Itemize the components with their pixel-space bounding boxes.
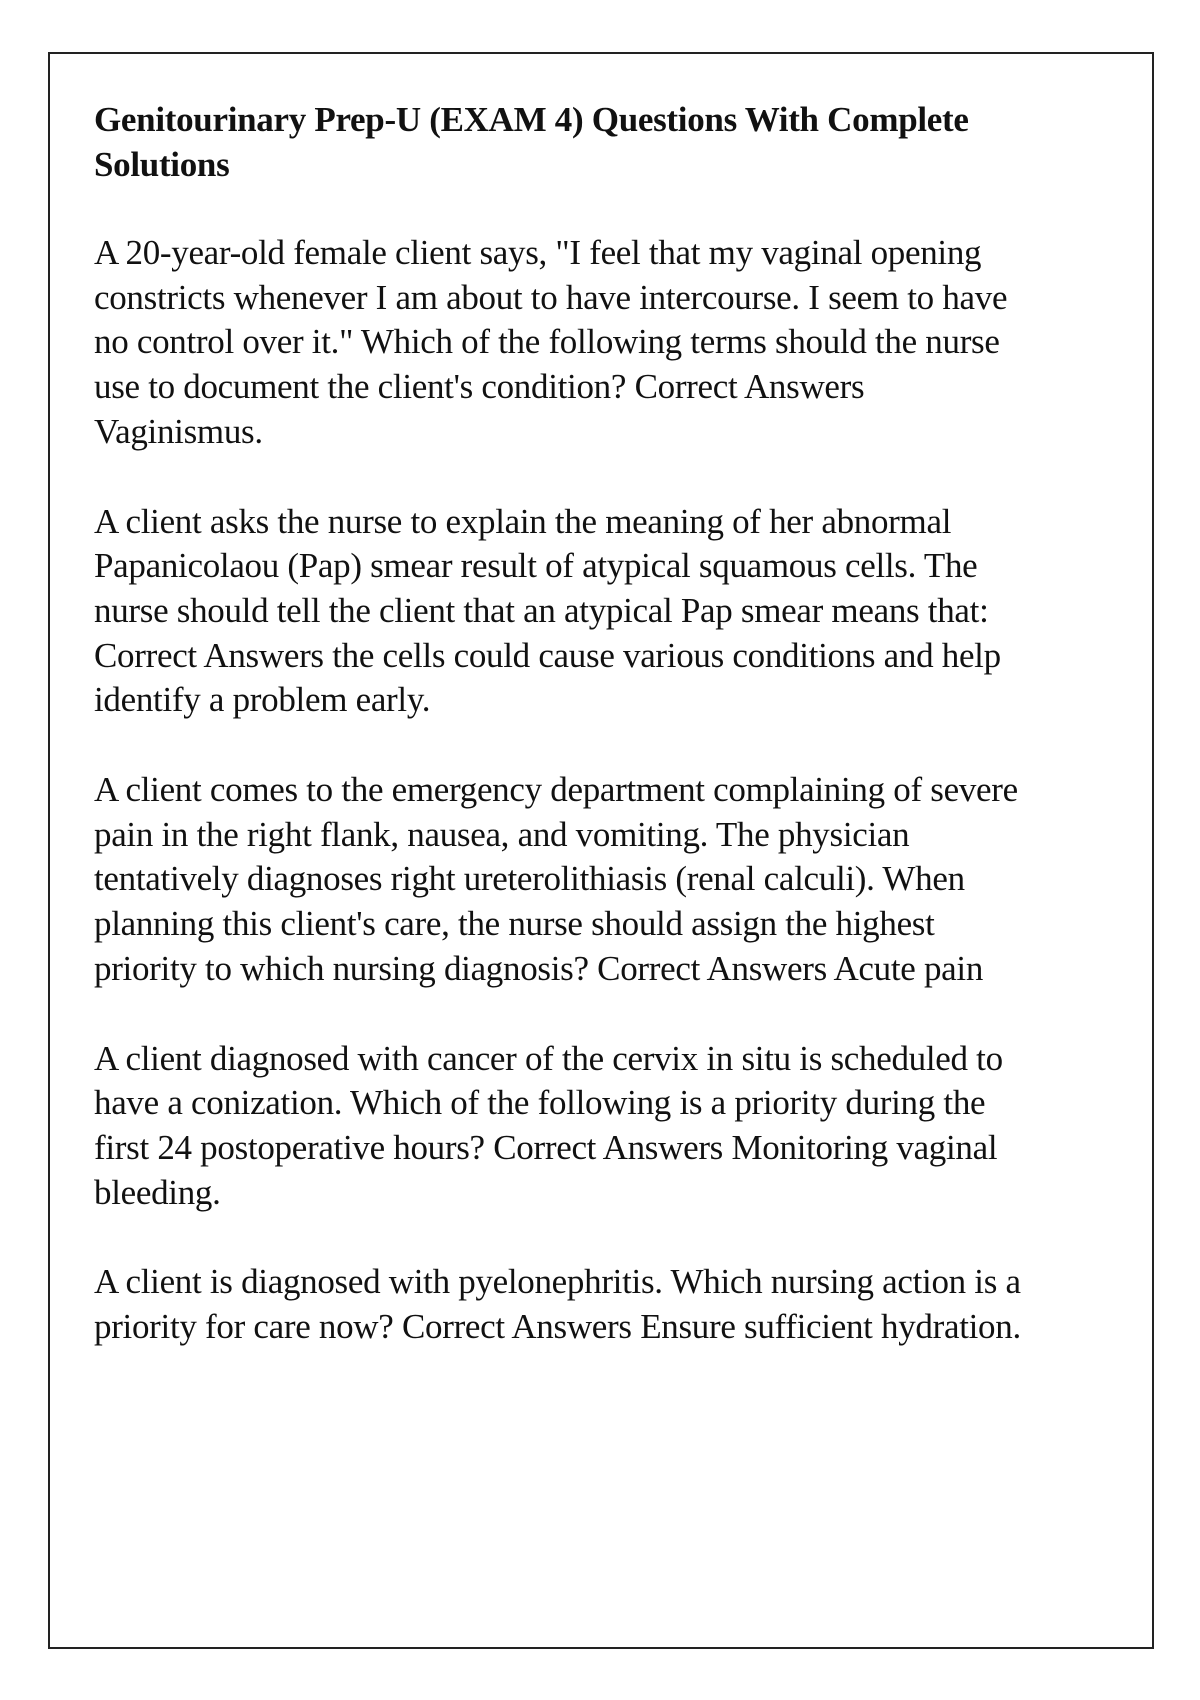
question-text: A client comes to the emergency department complaining of severe pain in the right flank, nausea, and vomiting. The physician tentatively diagnoses right ureterolithiasis (renal calculi). When planning this client's care, the nurse should assign the highest priority to which nursing diagnosis? xyxy=(94,770,1018,988)
question-item-3 xyxy=(94,768,1024,992)
answer-label: Correct Answers xyxy=(493,1127,724,1167)
question-item-5 xyxy=(94,1260,1024,1349)
document-title: Genitourinary Prep-U (EXAM 4) Questions With Complete Solutions xyxy=(94,100,969,184)
question-text: A client diagnosed with cancer of the cervix in situ is scheduled to have a conization. Which of the following is a priority during the first 24 postoperative hours? xyxy=(94,1038,1003,1167)
question-text: A client is diagnosed with pyelonephritis. Which nursing action is a priority for care now? xyxy=(94,1262,1021,1347)
question-item-1 xyxy=(94,231,1024,455)
question-list xyxy=(94,231,1024,1350)
answer-text: Vaginismus. xyxy=(94,411,263,451)
answer-label: Correct Answers xyxy=(401,1307,632,1347)
question-item-4 xyxy=(94,1037,1024,1216)
answer-text: Ensure sufficient hydration. xyxy=(640,1307,1021,1347)
answer-text: Monitoring vaginal bleeding. xyxy=(94,1127,998,1212)
answer-text: Acute pain xyxy=(833,948,984,988)
answer-label: Correct Answers xyxy=(94,635,324,675)
answer-label: Correct Answers xyxy=(597,948,827,988)
answer-label: Correct Answers xyxy=(634,367,865,407)
question-text: A 20-year-old female client says, "I feel that my vaginal opening constricts whenever I am about to have intercourse. I seem to have no control over it." Which of the following terms should the nurse use to document the client's condition? xyxy=(94,233,1008,407)
answer-text: the cells could cause various conditions and help identify a problem early. xyxy=(94,635,1001,720)
question-item-2 xyxy=(94,500,1024,724)
question-text: A client asks the nurse to explain the meaning of her abnormal Papanicolaou (Pap) smear result of atypical squamous cells. The nurse should tell the client that an atypical Pap smear means that: xyxy=(94,501,989,630)
document-body xyxy=(94,97,1024,1395)
